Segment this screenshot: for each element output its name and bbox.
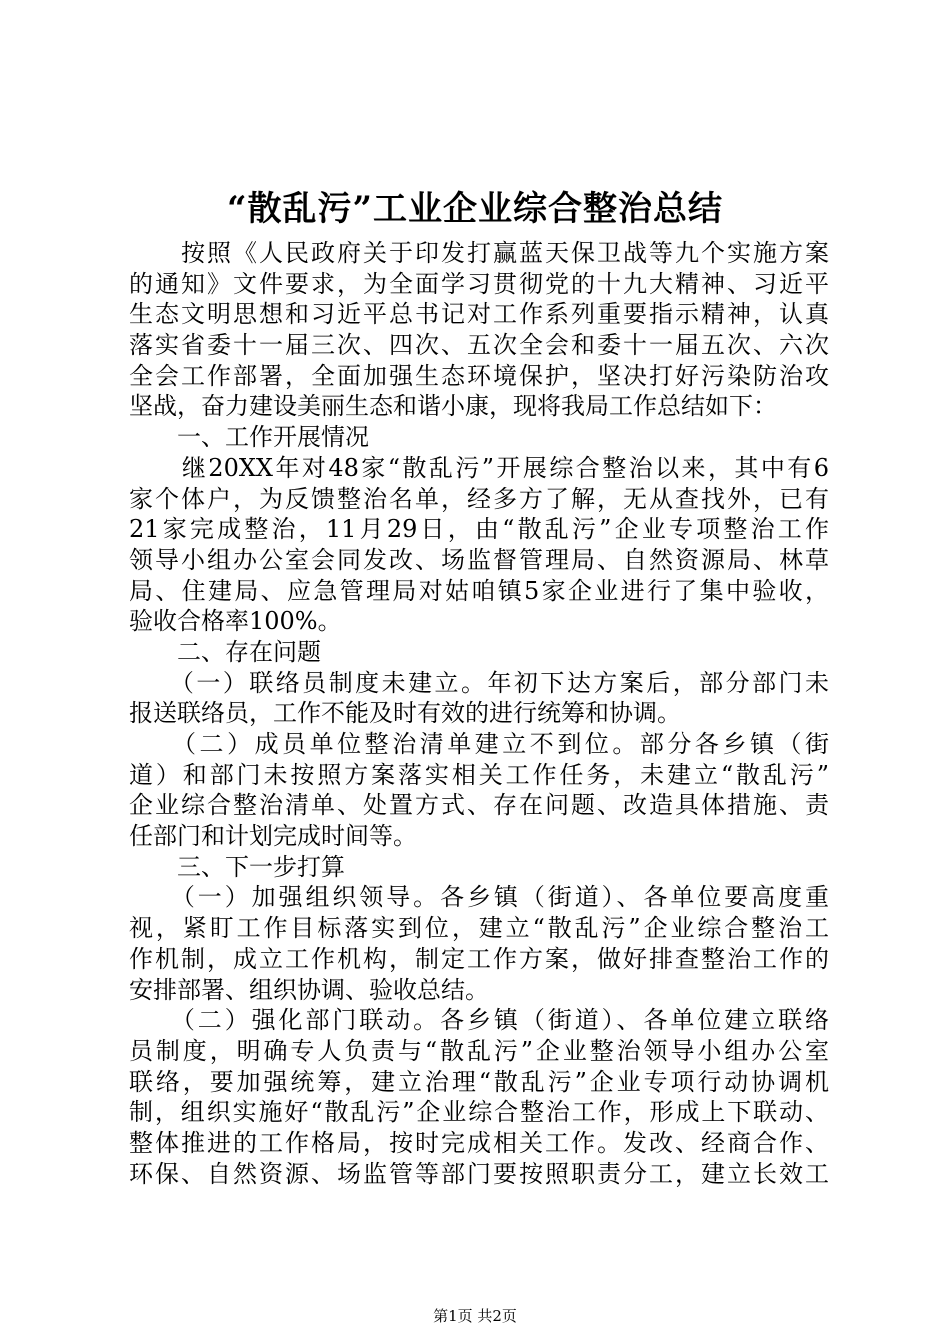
text-line: 报送联络员，工作不能及时有效的进行统筹和协调。 <box>129 699 681 728</box>
text-line: （二）成员单位整治清单建立不到位。部分各乡镇（街 <box>129 730 829 758</box>
text-line: 家个体户，为反馈整治名单，经多方了解，无从查找外，已有 <box>129 484 829 513</box>
text-line: 按照《人民政府关于印发打赢蓝天保卫战等九个实施方案 <box>129 239 829 267</box>
text-line: 视，紧盯工作目标落实到位，建立“散乱污”企业综合整治工 <box>129 914 829 943</box>
document-body <box>129 238 829 1189</box>
text-line: 二、存在问题 <box>129 637 321 666</box>
text-line: 的通知》文件要求，为全面学习贯彻党的十九大精神、习近平 <box>129 269 829 298</box>
text-line: 作机制，成立工作机构，制定工作方案，做好排查整治工作的 <box>129 944 829 973</box>
text-line: 生态文明思想和习近平总书记对工作系列重要指示精神，认真 <box>129 300 829 329</box>
text-line: 道）和部门未按照方案落实相关工作任务，未建立“散乱污” <box>129 760 829 789</box>
text-line: 环保、自然资源、场监管等部门要按照职责分工，建立长效工 <box>129 1159 829 1188</box>
text-line: （二）强化部门联动。各乡镇（街道）、各单位建立联络 <box>129 1006 829 1035</box>
text-line: 安排部署、组织协调、验收总结。 <box>129 975 489 1004</box>
text-line: 整体推进的工作格局，按时完成相关工作。发改、经商合作、 <box>129 1128 829 1157</box>
document-title: “散乱污”工业企业综合整治总结 <box>226 189 724 229</box>
page-footer: 第1页 共2页 <box>433 1307 517 1325</box>
text-line: 联络，要加强统筹，建立治理“散乱污”企业专项行动协调机 <box>129 1067 829 1096</box>
text-line: 继20XX年对48家“散乱污”开展综合整治以来，其中有6 <box>129 453 829 482</box>
text-line: （一）加强组织领导。各乡镇（街道）、各单位要高度重 <box>129 883 829 912</box>
text-line: 任部门和计划完成时间等。 <box>129 822 417 851</box>
text-line: 验收合格率100%。 <box>129 607 342 636</box>
text-line: 一、工作开展情况 <box>129 423 369 452</box>
text-line: 局、住建局、应急管理局对姑咱镇5家企业进行了集中验收， <box>129 576 829 605</box>
text-line: 企业综合整治清单、处置方式、存在问题、改造具体措施、责 <box>129 791 829 820</box>
text-line: 制，组织实施好“散乱污”企业综合整治工作，形成上下联动、 <box>129 1098 829 1127</box>
text-line: （一）联络员制度未建立。年初下达方案后，部分部门未 <box>129 668 829 697</box>
text-line: 全会工作部署，全面加强生态环境保护，坚决打好污染防治攻 <box>129 361 829 390</box>
text-line: 落实省委十一届三次、四次、五次全会和委十一届五次、六次 <box>129 331 829 360</box>
text-line: 员制度，明确专人负责与“散乱污”企业整治领导小组办公室 <box>129 1036 829 1065</box>
text-line: 坚战，奋力建设美丽生态和谐小康，现将我局工作总结如下： <box>129 392 777 421</box>
text-line: 领导小组办公室会同发改、场监督管理局、自然资源局、林草 <box>129 545 829 574</box>
text-line: 三、下一步打算 <box>129 852 345 881</box>
text-line: 21家完成整治，11月29日，由“散乱污”企业专项整治工作 <box>129 515 829 544</box>
